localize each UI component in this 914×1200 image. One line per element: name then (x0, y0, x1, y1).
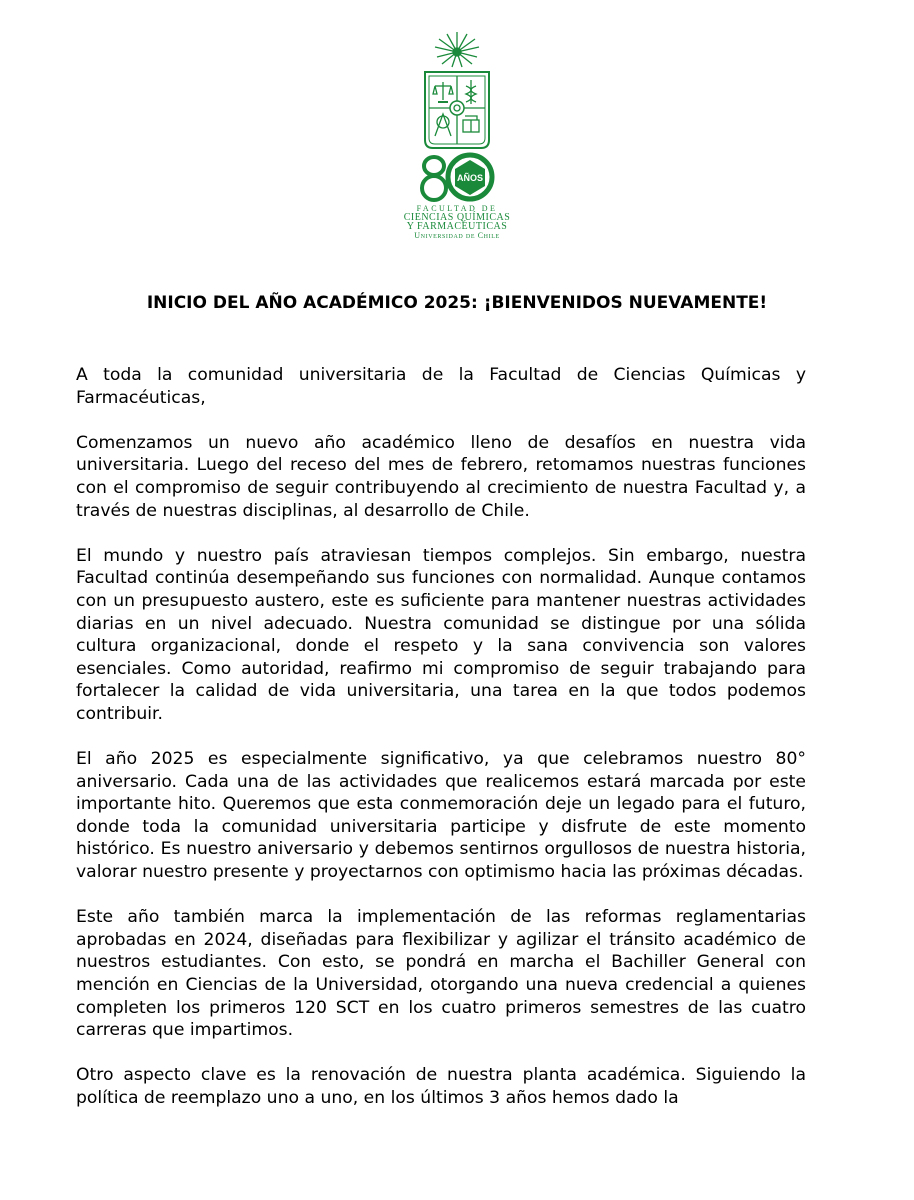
faculty-name (0, 204, 914, 240)
logo-line-1: FACULTAD DE (416, 204, 498, 213)
paragraph: El mundo y nuestro país atraviesan tiempos complejos. Sin embargo, nuestra Facultad continúa desempeñando sus funciones con normalidad. Aunque contamos con un presupuesto austero, este es suficiente para mantener nuestras actividades diarias en un nivel adecuado. Nuestra comunidad se distingue por una sólida cultura organizacional, donde el respeto y la sana convivencia son valores esenciales. Como autoridad, reafirmo mi compromiso de seguir trabajando para fortalecer la calidad de vida universitaria, una tarea en la que todos podemos contribuir. (76, 545, 806, 724)
logo-line-4: Universidad de Chile (414, 231, 500, 240)
paragraph: Comenzamos un nuevo año académico lleno de desafíos en nuestra vida universitaria. Luego del receso del mes de febrero, retomamos nuestras funciones con el compromiso de seguir contribuyendo al crecimiento de nuestra Facultad y, a través de nuestras disciplinas, al desarrollo de Chile. (76, 432, 806, 521)
university-crest-icon (417, 30, 497, 152)
anniversary-word: AÑOS (456, 173, 484, 183)
anniversary-80-icon (416, 152, 498, 204)
document-title: INICIO DEL AÑO ACADÉMICO 2025: ¡BIENVENIDOS NUEVAMENTE! (146, 293, 768, 313)
document-body (76, 364, 806, 1132)
logo-line-3: Y FARMACÉUTICAS (406, 221, 508, 232)
paragraph: El año 2025 es especialmente significativo, ya que celebramos nuestro 80° aniversario. Cada una de las actividades que realicemos estará marcada por este importante hito. Queremos que esta conmemoración deje un legado para el futuro, donde toda la comunidad universitaria participe y disfrute de este momento histórico. Es nuestro aniversario y debemos sentirnos orgullosos de nuestra historia, valorar nuestro presente y proyectarnos con optimismo hacia las próximas décadas. (76, 749, 806, 883)
logo-line-2: CIENCIAS QUÍMICAS (403, 212, 511, 223)
paragraph: Otro aspecto clave es la renovación de nuestra planta académica. Siguiendo la política de reemplazo uno a uno, en los últimos 3 años hemos dado la (76, 1065, 806, 1108)
faculty-logo (0, 30, 914, 240)
paragraph: Este año también marca la implementación de las reformas reglamentarias aprobadas en 2024, diseñadas para flexibilizar y agilizar el tránsito académico de nuestros estudiantes. Con esto, se pondrá en marcha el Bachiller General con mención en Ciencias de la Universidad, otorgando una nueva credencial a quienes completen los primeros 120 SCT en los cuatro primeros semestres de las cuatro carreras que impartimos. (76, 907, 806, 1041)
paragraph-greeting: A toda la comunidad universitaria de la Facultad de Ciencias Químicas y Farmacéuticas, (76, 365, 806, 408)
